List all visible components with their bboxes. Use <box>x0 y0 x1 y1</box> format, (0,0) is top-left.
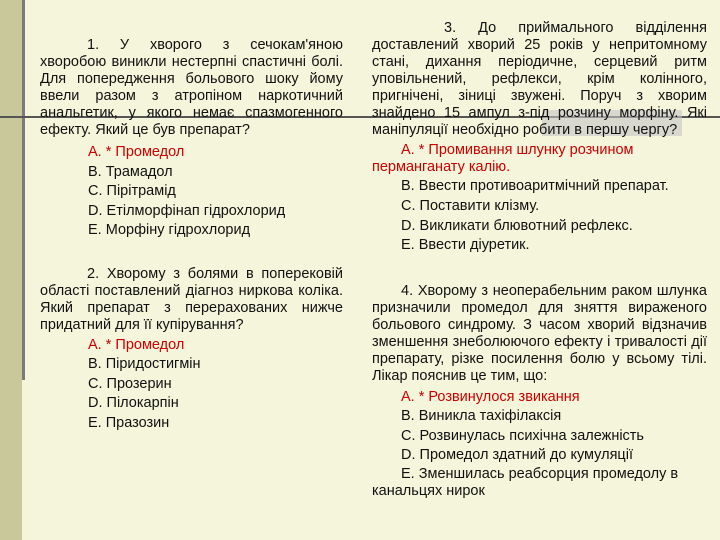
q1-option-d: D. Етілморфінап гідрохлорид <box>88 202 286 219</box>
q2-option-b: B. Піридостигмін <box>88 356 201 372</box>
q3-option-e: E. Ввести діуретик. <box>401 237 530 253</box>
question-1-text: 1. У хворого з сечокам'яною хворобою виникли нестерпні спастичні болі. Для попередження больового шоку йому ввели разом з атропіном наркотичний анальгетик, у якого немає спазмогенного ефекту. Який це був препарат? <box>40 37 343 138</box>
q1-option-c: C. Пірітрамід <box>88 183 176 199</box>
question-2 <box>40 266 343 334</box>
q3-option-b: B. Ввести противоаритмічний препарат. <box>401 178 669 194</box>
question-1 <box>40 37 343 139</box>
q4-option-a: А. * Розвинулося звикання <box>401 388 580 405</box>
q3-option-a: А. * Промивання шлунку розчином перманганату калію. <box>372 142 634 175</box>
question-3-text: 3. До приймального відділення доставлений хворий 25 років у непритомному стані, дихання періодичне, серцевий ритм уповільнений, рефлекси, крім колінного, пригнічені, зіниці звужені. Поруч з хворим знайдено 15 ампул з-під розчину морфіну. Які маніпуляції необхідно робити в першу чергу? <box>372 20 707 138</box>
q2-option-c: C. Прозерин <box>88 375 172 392</box>
q2-option-a: А. * Промедол <box>88 336 185 353</box>
q3-option-c: C. Поставити клізму. <box>401 198 540 214</box>
side-bar <box>0 0 22 540</box>
side-bar-divider <box>22 0 25 380</box>
q2-option-d: D. Пілокарпін <box>88 395 179 411</box>
q4-option-e: E. Зменшилась реабсорция промедолу в канальцях нирок <box>372 465 679 499</box>
q3-option-d: D. Викликати блювотний рефлекс. <box>401 217 633 234</box>
right-column <box>372 20 707 500</box>
question-3 <box>372 20 707 139</box>
question-4-text: 4. Хворому з неоперабельним раком шлунка призначили промедол для зняття вираженого больового синдрому. З часом хворий відзначив зменшення знеболюючого ефекту і тривалості дії препарату, різке посилення болю у всьому тілі. Лікар пояснив це тим, що: <box>372 282 707 384</box>
q4-option-c: C. Розвинулась психічна залежність <box>401 427 644 444</box>
q1-option-b: B. Трамадол <box>88 163 173 180</box>
question-2-text: 2. Хворому з болями в поперековій області поставлений діагноз ниркова коліка. Який препарат з перерахованих нижче придатний для її купірування? <box>40 265 343 333</box>
q4-option-b: B. Виникла тахіфілаксія <box>401 408 562 424</box>
q1-option-a: А. * Промедол <box>88 144 185 160</box>
question-4 <box>372 283 707 385</box>
q2-option-e: E. Празозин <box>88 414 170 431</box>
q1-option-e: E. Морфіну гідрохлорид <box>88 222 251 238</box>
left-column <box>40 37 343 433</box>
q4-option-d: D. Промедол здатний до кумуляції <box>401 447 633 463</box>
